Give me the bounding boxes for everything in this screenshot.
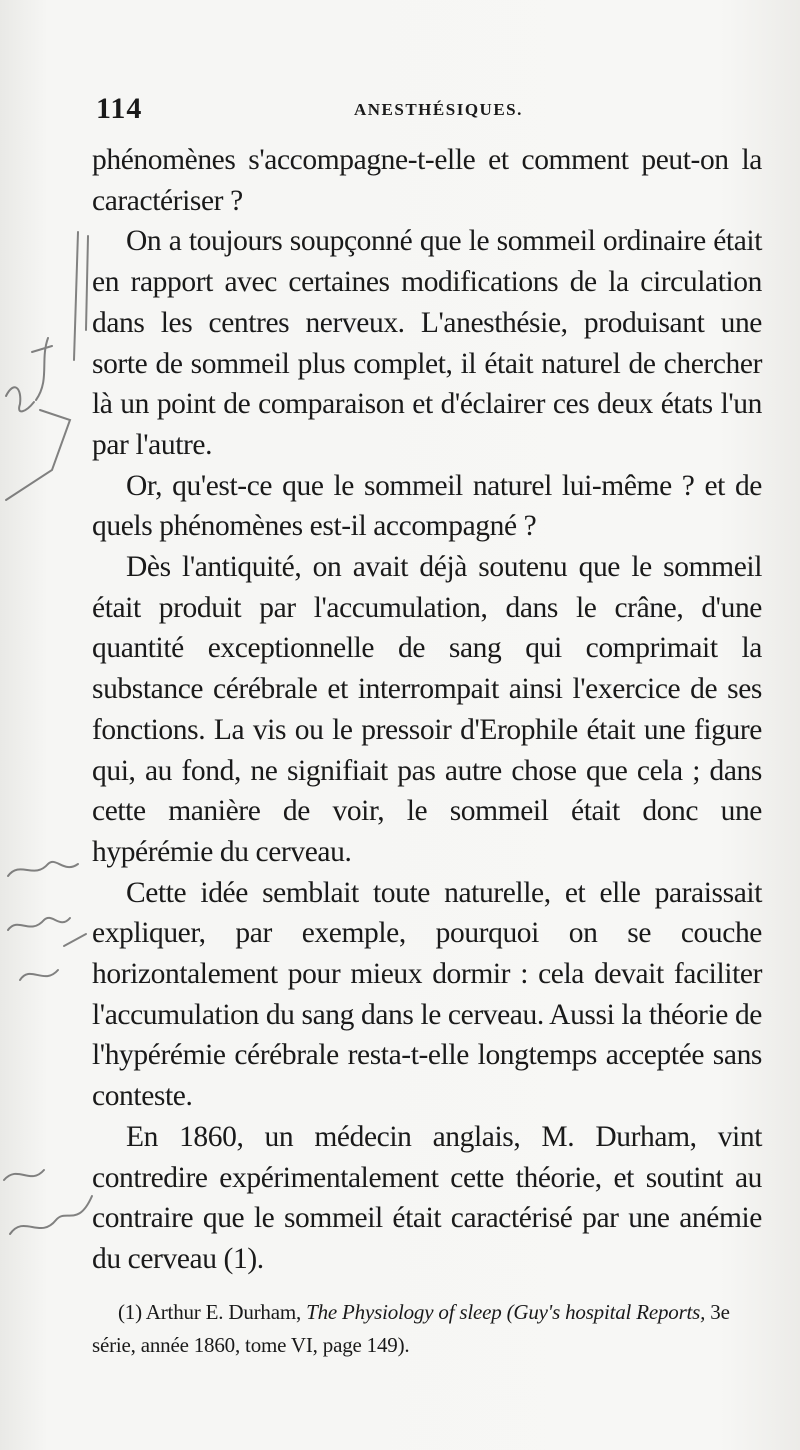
paragraph: On a toujours soupçonné que le sommeil ordinaire était en rapport avec certaines modifications de la circulation dans les centres nerveux. L'anesthésie, produisant une sorte de sommeil plus complet, il était naturel de chercher là un point de comparaison et d'éclairer ces deux états l'un par l'autre. <box>92 225 762 461</box>
page-header <box>92 92 762 128</box>
main-text <box>92 140 762 1280</box>
footnote-title: The Physiology of sleep <box>306 1300 502 1324</box>
page-number: 114 <box>96 92 143 125</box>
footnote-marker: (1) <box>118 1300 142 1324</box>
footnote-source: (Guy's hospital Reports, <box>506 1300 706 1324</box>
paragraph: phénomènes s'accompagne-t-elle et comment peut-on la caractériser ? <box>92 144 762 217</box>
footnote <box>92 1296 762 1362</box>
paragraph: Dès l'antiquité, on avait déjà soutenu que le sommeil était produit par l'accumulation, dans le crâne, d'une quantité exceptionnelle de sang qui comprimait la substance cérébrale et interrompait ainsi l'exercice de ses fonctions. La vis ou le pressoir d'Erophile était une figure qui, au fond, ne signifiait pas autre chose que cela ; dans cette manière de voir, le sommeil était donc une hypérémie du cerveau. <box>92 551 762 868</box>
footnote-text <box>92 1296 762 1362</box>
paragraph: En 1860, un médecin anglais, M. Durham, vint contredire expérimentalement cette théorie, et soutint au contraire que le sommeil était caractérisé par une anémie du cerveau (1). <box>92 1120 762 1275</box>
footnote-details: 3e série, année 1860, tome VI, page 149). <box>92 1300 730 1357</box>
running-head: ANESTHÉSIQUES. <box>354 100 523 119</box>
paragraph: Or, qu'est-ce que le sommeil naturel lui-même ? et de quels phénomènes est-il accompagné ? <box>92 469 762 543</box>
footnote-author: Arthur E. Durham, <box>145 1300 302 1324</box>
paragraph: Cette idée semblait toute naturelle, et elle paraissait expliquer, par exemple, pourquoi on se couche horizontalement pour mieux dormir : cela devait faciliter l'accumulation du sang dans le cerveau. Aussi la théorie de l'hypérémie cérébrale resta-t-elle longtemps acceptée sans conteste. <box>92 876 762 1113</box>
